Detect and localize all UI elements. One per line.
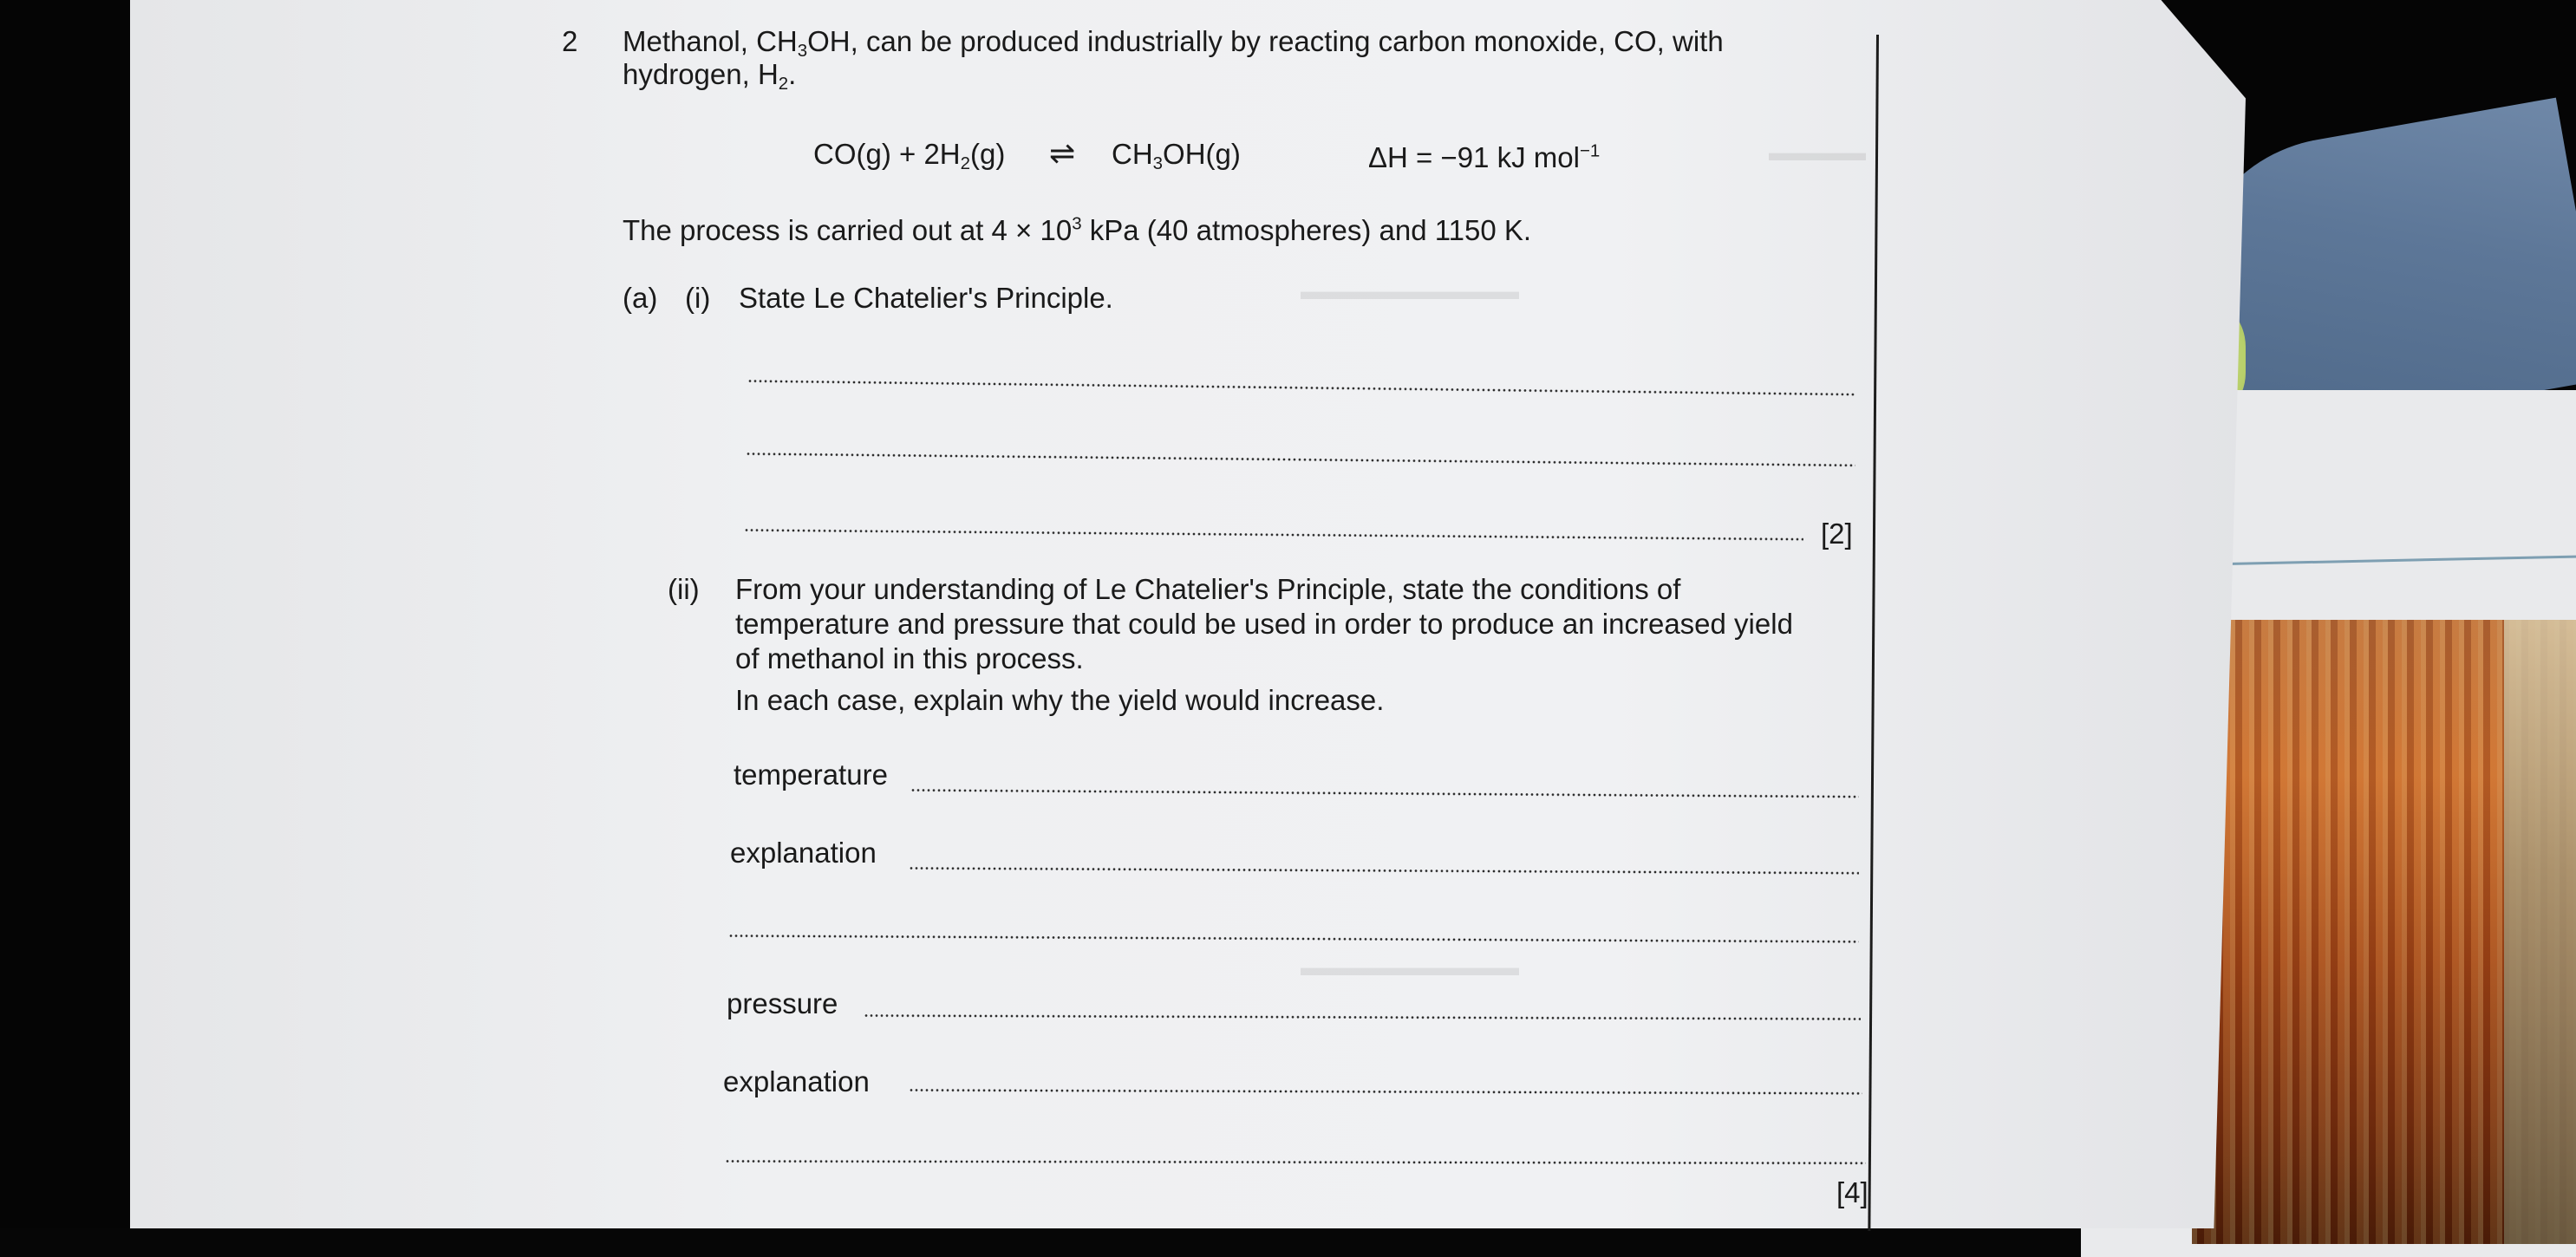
equilibrium-arrow: ⇌ (1049, 135, 1076, 171)
question-intro-line1: Methanol, $CH_3OH$, can be produced industrially by reacting carbon monoxide, CO, with (623, 25, 1724, 62)
adjacent-page-rule (2185, 555, 2576, 566)
show-through-text: ▬▬▬▬▬▬▬▬▬ (1301, 277, 1519, 304)
part-ii-label: (ii) (668, 573, 700, 605)
equation-product: $CH_3OH(g)$ (1112, 138, 1241, 174)
marks-a-ii: [4] (1836, 1176, 1868, 1208)
part-a-ii-line1: From your understanding of Le Chatelier's Principle, state the conditions of (735, 573, 1681, 605)
show-through-text: ▬▬▬▬▬▬▬▬▬ (1301, 954, 1519, 980)
question-intro-line2: hydrogen, $H_2$. (623, 58, 797, 94)
part-a-label: (a) (623, 282, 658, 314)
part-a-i-prompt: State Le Chatelier's Principle. (739, 282, 1113, 314)
part-a-ii-line3: of methanol in this process. (735, 642, 1084, 674)
marks-a-i: [2] (1821, 518, 1853, 550)
part-a-ii-line4: In each case, explain why the yield would increase. (735, 684, 1385, 716)
cave-rock (2504, 620, 2576, 1244)
process-conditions: The process is carried out at $4 \times 10^3$ kPa (40 atmospheres) and 1150 K. (623, 213, 1532, 246)
part-i-label: (i) (685, 282, 711, 314)
question-number: 2 (562, 25, 578, 57)
temperature-label: temperature (734, 759, 888, 791)
part-a-ii-line2: temperature and pressure that could be used in order to produce an increased yield (735, 608, 1793, 640)
equation-reactants: $CO(g) + 2H_2(g)$ (813, 138, 1006, 174)
enthalpy-change: ΔH = −91 kJ mol$^{-1}$ (1368, 140, 1601, 173)
explanation-label: explanation (730, 837, 877, 869)
pressure-label: pressure (727, 987, 838, 1019)
cave-photo (2192, 620, 2576, 1244)
explanation-label: explanation (723, 1065, 870, 1097)
show-through-text: ▬▬▬▬ (1769, 139, 1866, 166)
